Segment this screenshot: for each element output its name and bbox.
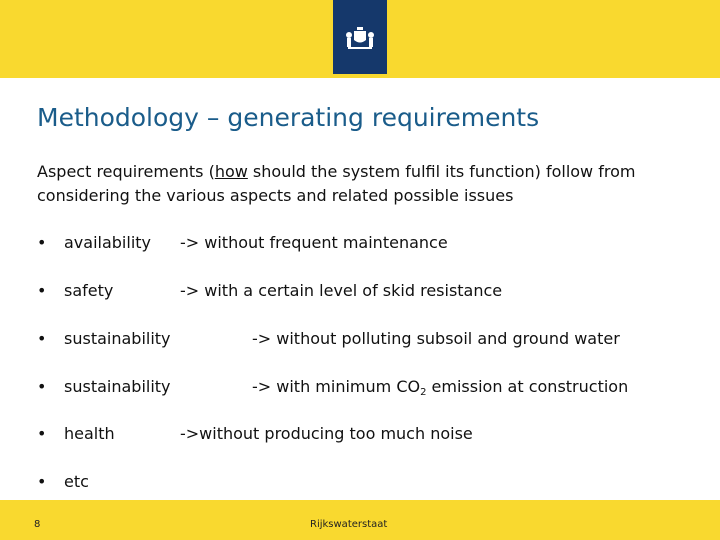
bullet-dot: • [37,281,47,300]
bullet-aspect: availability [64,233,152,252]
intro-text-end: should the system fulfil its function) follow from considering the various aspects and related possible issues [37,162,636,205]
bullet-consequence: -> without polluting subsoil and ground water [252,329,620,348]
bullet-dot: • [37,424,47,443]
bullet-dot: • [37,472,47,491]
bullet-dot: • [37,377,47,396]
bullet-aspect: etc [64,472,89,491]
consequence-text-end: emission at construction [426,377,629,396]
bullet-aspect: sustainability [64,329,171,348]
coat-of-arms-icon [333,0,387,74]
bullet-consequence [252,376,628,404]
bullet-consequence: ->without producing too much noise [180,424,473,443]
page-number: 8 [34,519,41,530]
bullet-dot: • [37,233,47,252]
co2-subscript: 2 [420,387,427,398]
consequence-text-start: -> with minimum CO [252,377,421,396]
slide-title: Methodology – generating requirements [37,103,540,132]
bullet-aspect: sustainability [64,377,171,396]
bullet-dot: • [37,329,47,348]
bullet-aspect: health [64,424,115,443]
intro-paragraph [37,160,697,208]
bullet-consequence: -> with a certain level of skid resistance [180,281,503,300]
footer-organization: Rijkswaterstaat [310,519,388,530]
bullet-aspect: safety [64,281,114,300]
intro-underlined-word: how [214,162,248,181]
intro-text-start: Aspect requirements ( [37,162,215,181]
bullet-consequence: -> without frequent maintenance [180,233,448,252]
header-band [0,0,720,78]
